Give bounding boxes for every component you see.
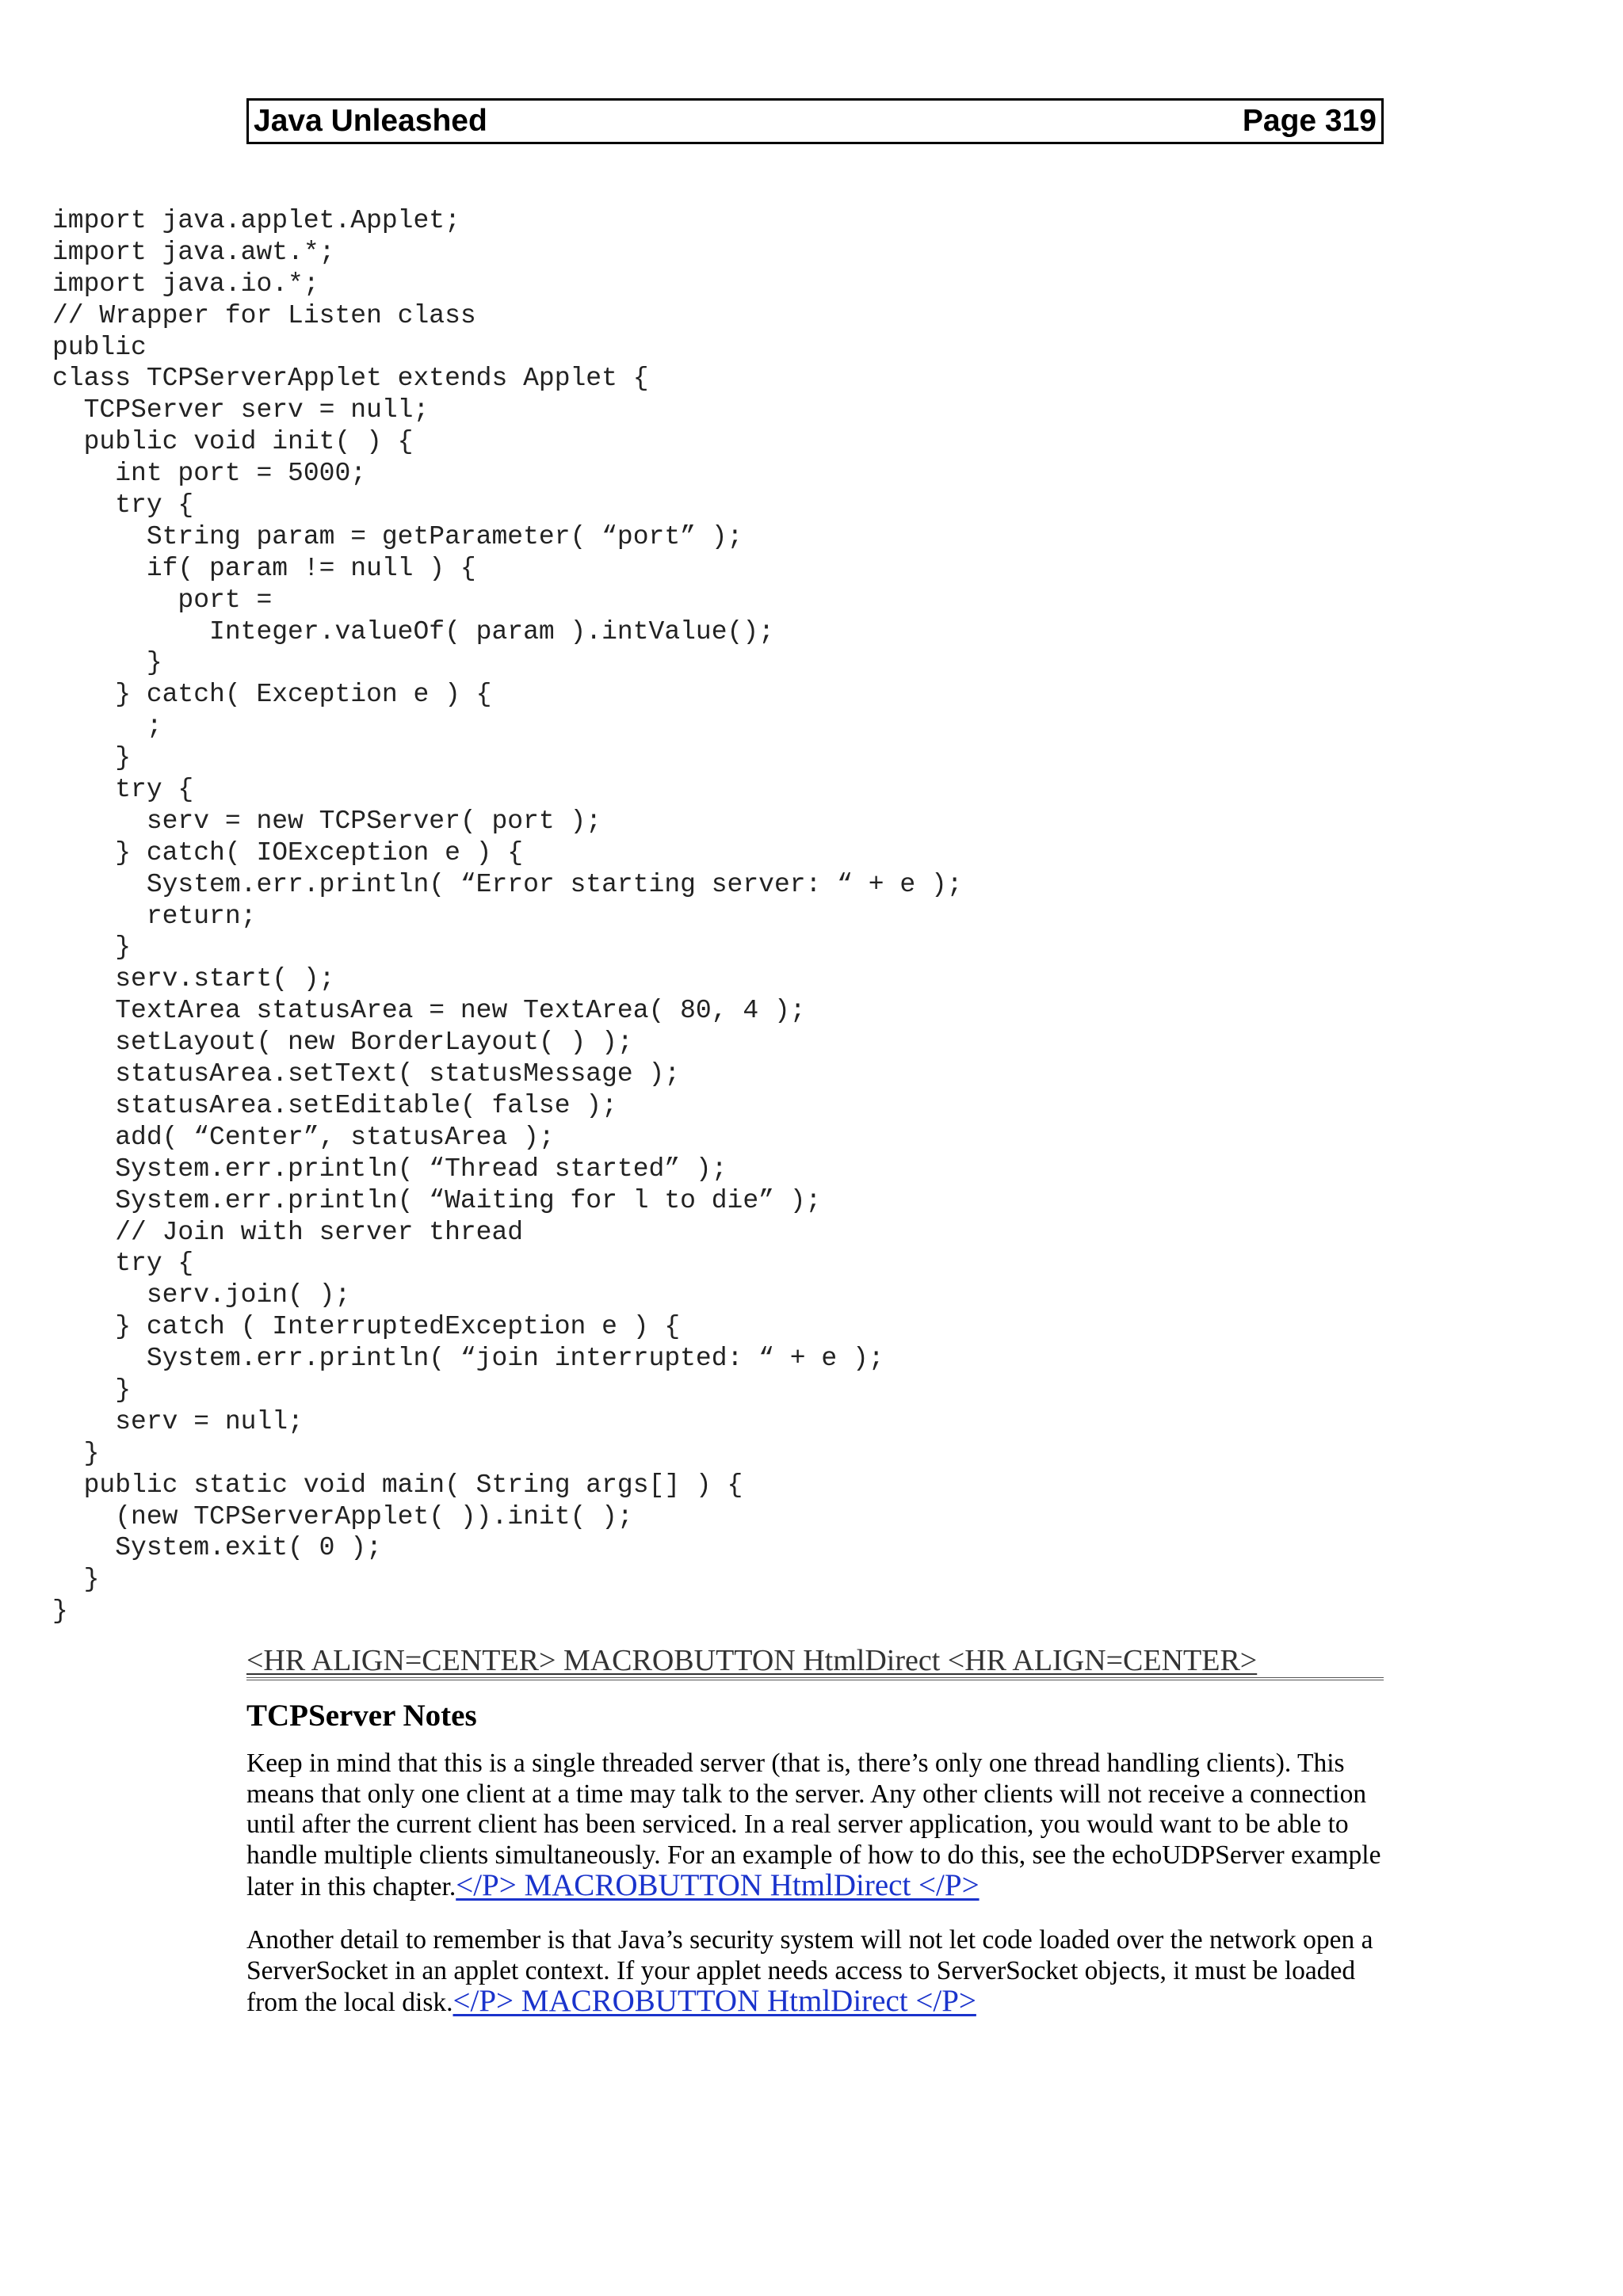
code-line: (new TCPServerApplet( )).init( ); (52, 1501, 633, 1531)
code-line: // Join with server thread (52, 1217, 524, 1247)
hr-macro-link[interactable]: <HR ALIGN=CENTER> MACROBUTTON HtmlDirect <HR ALIGN=CENTER> (246, 1644, 1258, 1677)
code-line: // Wrapper for Listen class (52, 300, 476, 330)
paragraph-1-text: Keep in mind that this is a single threaded server (that is, there’s only one thread handling clients). This means that only one client at a time may talk to the server. Any other clients will not receive a connection until after the current client has been serviced. In a real server application, you would want to be able to handle multiple clients simultaneously. For an example of how to do this, see the echoUDPServer example later in this chapter. (246, 1749, 1381, 1901)
code-line: Integer.valueOf( param ).intValue(); (52, 616, 774, 646)
code-line: String param = getParameter( “port” ); (52, 521, 743, 551)
code-line: System.err.println( “Waiting for l to die” ); (52, 1185, 822, 1215)
code-line: statusArea.setEditable( false ); (52, 1090, 617, 1120)
code-line: TextArea statusArea = new TextArea( 80, 4 ); (52, 996, 806, 1026)
code-line: } (52, 1596, 68, 1627)
code-line: } (52, 648, 162, 678)
paragraph-1-macro-link[interactable]: </P> MACROBUTTON HtmlDirect </P> (456, 1868, 980, 1902)
paragraph-2 (246, 1925, 1388, 2019)
code-line: int port = 5000; (52, 459, 367, 489)
code-line: TCPServer serv = null; (52, 395, 430, 425)
code-line: public void init( ) { (52, 427, 414, 457)
code-line: import java.awt.*; (52, 237, 335, 267)
code-line: try { (52, 775, 194, 805)
code-line: System.err.println( “Error starting server: “ + e ); (52, 869, 963, 899)
section-heading: TCPServer Notes (246, 1699, 477, 1733)
code-line: try { (52, 1249, 194, 1279)
code-line: statusArea.setText( statusMessage ); (52, 1059, 681, 1089)
code-line: } (52, 1438, 100, 1468)
paragraph-2-macro-link[interactable]: </P> MACROBUTTON HtmlDirect </P> (453, 1984, 976, 2018)
code-line: public (52, 332, 147, 362)
page-number: Page 319 (1242, 104, 1377, 138)
code-line: System.err.println( “join interrupted: “ + e ); (52, 1344, 884, 1374)
code-line: serv = null; (52, 1406, 304, 1436)
horizontal-rule (246, 1677, 1384, 1680)
code-line: try { (52, 490, 194, 521)
code-line: return; (52, 901, 257, 931)
code-line: } catch( Exception e ) { (52, 680, 492, 710)
book-title: Java Unleashed (254, 104, 487, 138)
code-line: } (52, 933, 132, 963)
code-line: } (52, 1375, 132, 1405)
code-line: serv.join( ); (52, 1280, 351, 1310)
code-line: } catch ( InterruptedException e ) { (52, 1312, 681, 1342)
code-line: serv = new TCPServer( port ); (52, 806, 602, 836)
code-line: if( param != null ) { (52, 553, 476, 583)
paragraph-2-text: Another detail to remember is that Java’s security system will not let code loaded over the network open a ServerSocket in an applet context. If your applet needs access to ServerSocket objects, it must be loaded from the local disk. (246, 1925, 1373, 2017)
code-line: } catch( IOException e ) { (52, 837, 524, 868)
code-line: ; (52, 711, 162, 742)
code-line: add( “Center”, statusArea ); (52, 1122, 555, 1152)
page-header (246, 98, 1384, 144)
code-listing (52, 205, 963, 1627)
code-line: import java.io.*; (52, 269, 319, 299)
code-line: } (52, 743, 132, 773)
code-line: public static void main( String args[] ) { (52, 1470, 743, 1500)
code-line: System.exit( 0 ); (52, 1533, 382, 1563)
code-line: setLayout( new BorderLayout( ) ); (52, 1028, 633, 1058)
code-line: class TCPServerApplet extends Applet { (52, 364, 649, 394)
code-line: serv.start( ); (52, 964, 335, 994)
code-line: } (52, 1565, 100, 1595)
paragraph-1 (246, 1749, 1388, 1903)
code-line: System.err.println( “Thread started” ); (52, 1154, 727, 1184)
code-line: port = (52, 585, 273, 615)
code-line: import java.applet.Applet; (52, 206, 460, 235)
